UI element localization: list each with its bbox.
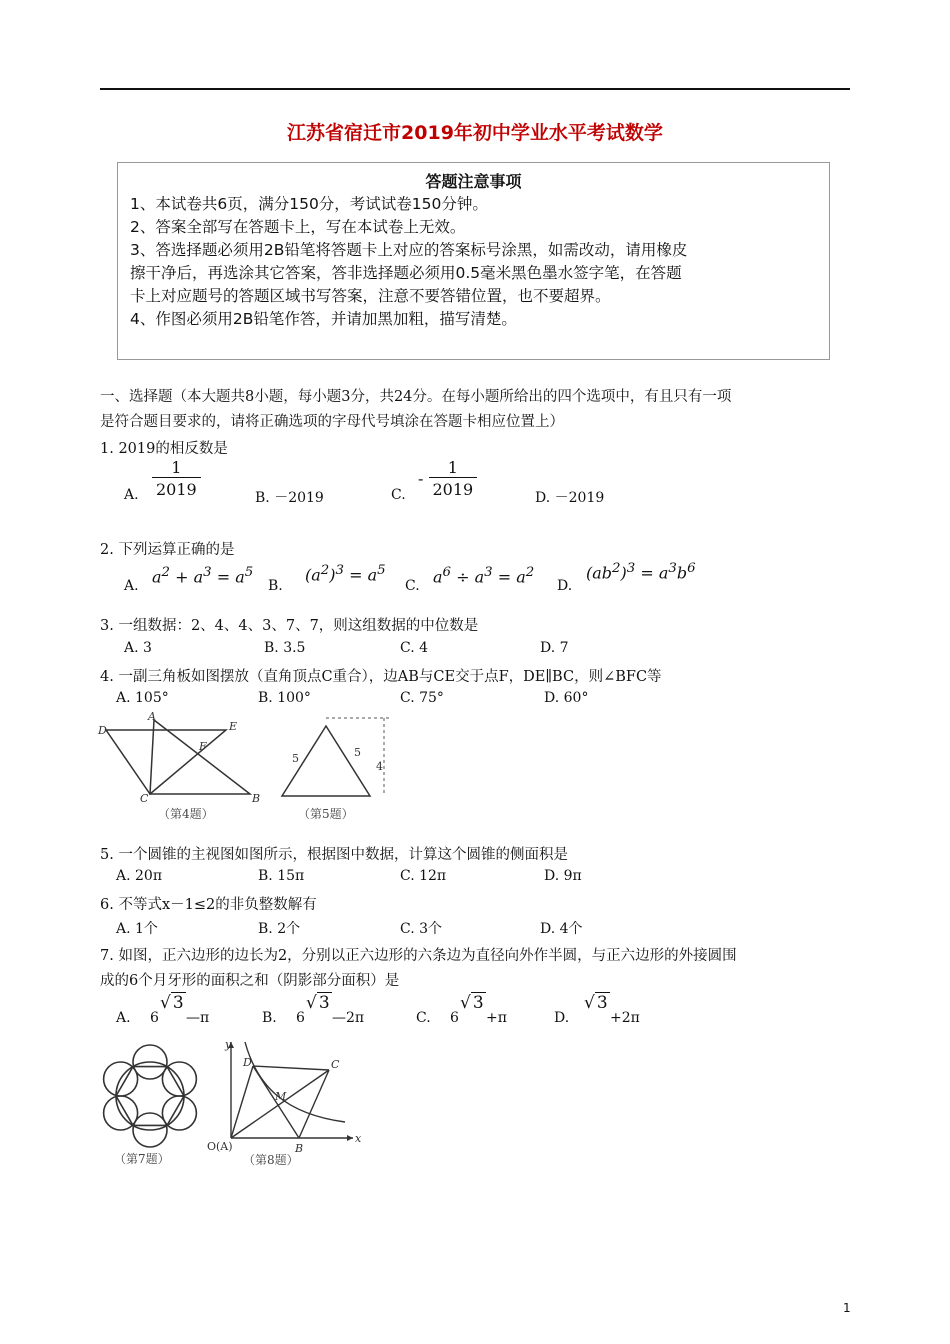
svg-text:5: 5 — [292, 752, 299, 765]
figure-q7 — [98, 1048, 208, 1170]
page-number: 1 — [843, 1301, 851, 1315]
notice-line: 卡上对应题号的答题区域书写答案，注意不要答错位置，也不要超界。 — [130, 287, 611, 305]
q3-option-d: D. 7 — [540, 640, 569, 656]
q1-option-a-label: A. — [124, 487, 139, 503]
sqrt-3: √ 3 — [584, 993, 608, 1013]
q5-option-a: A. 20π — [116, 868, 163, 884]
q7-option-a-tail: —π — [186, 1010, 210, 1026]
q7-option-d-tail: +2π — [610, 1010, 640, 1026]
q6-option-a: A. 1个 — [116, 921, 158, 937]
q6-option-d: D. 4个 — [540, 921, 583, 937]
fraction-numerator: 1 — [447, 458, 458, 477]
q2-option-c-expression: $a^6 \div a^3 = a^2$ — [433, 565, 535, 587]
q7-option-c-label: C. — [416, 1010, 431, 1026]
q4-stem: 4. 一副三角板如图摆放（直角顶点C重合），边AB与CE交于点F，DE∥BC，则∠BFC等 — [100, 669, 662, 685]
notice-box — [117, 162, 830, 360]
fraction-numerator: 1 — [171, 458, 182, 477]
sqrt-3: √ 3 — [160, 993, 184, 1013]
fraction-denominator: 2019 — [429, 477, 478, 499]
q3-stem: 3. 一组数据：2、4、4、3、7、7，则这组数据的中位数是 — [100, 618, 479, 634]
q1-option-c-label: C. — [391, 487, 406, 503]
notice-heading: 答题注意事项 — [425, 172, 522, 191]
q1-option-b: B. －2019 — [255, 490, 324, 506]
q4-option-c: C. 75° — [400, 690, 444, 706]
notice-line: 4、作图必须用2B铅笔作答，并请加黑加粗，描写清楚。 — [130, 310, 517, 328]
q3-option-b: B. 3.5 — [264, 640, 306, 656]
notice-line: 3、答选择题必须用2B铅笔将答题卡上对应的答案标号涂黑，如需改动，请用橡皮 — [130, 241, 688, 259]
svg-text:B: B — [252, 792, 261, 805]
minus-sign: - — [418, 469, 424, 488]
svg-text:5: 5 — [354, 746, 361, 759]
figure-q5 — [272, 712, 402, 827]
radicand: 3 — [172, 993, 184, 1013]
svg-text:B: B — [295, 1142, 304, 1155]
q7-stem-cont: 成的6个月牙形的面积之和（阴影部分面积）是 — [100, 973, 400, 989]
q7-option-b-coefficient: 6 — [296, 1010, 305, 1026]
figure-q4 — [98, 712, 268, 827]
q3-option-c: C. 4 — [400, 640, 429, 656]
page-title: 江苏省宿迁市2019年初中学业水平考试数学 — [287, 122, 663, 144]
svg-text:4: 4 — [376, 760, 383, 773]
notice-line: 擦干净后，再选涂其它答案，答非选择题必须用0.5毫米黑色墨水签字笔，在答题 — [130, 264, 682, 282]
q5-option-b: B. 15π — [258, 868, 305, 884]
section-heading: 一、选择题（本大题共8小题，每小题3分，共24分。在每小题所给出的四个选项中，有且只有一项 — [100, 389, 732, 405]
q2-option-a-label: A. — [124, 578, 139, 594]
figure-caption: （第4题） — [158, 807, 214, 821]
q2-stem: 2. 下列运算正确的是 — [100, 542, 235, 558]
radicand: 3 — [596, 993, 608, 1013]
q7-stem: 7. 如图，正六边形的边长为2，分别以正六边形的六条边为直径向外作半圆，与正六边形的外接圆围 — [100, 948, 737, 964]
q3-option-a: A. 3 — [124, 640, 152, 656]
q2-option-d-expression: $(ab^2)^3 = a^3b^6$ — [586, 561, 696, 583]
radicand: 3 — [472, 993, 484, 1013]
figure-q8 — [205, 1036, 365, 1170]
notice-line: 1、本试卷共6页，满分150分，考试试卷150分钟。 — [130, 195, 488, 213]
q1-option-c-fraction — [418, 458, 477, 499]
svg-text:M: M — [275, 1090, 287, 1103]
q6-option-b: B. 2个 — [258, 921, 301, 937]
q6-option-c: C. 3个 — [400, 921, 443, 937]
svg-text:y: y — [225, 1038, 232, 1051]
q7-option-c-coefficient: 6 — [450, 1010, 459, 1026]
q2-option-d-label: D. — [557, 578, 573, 594]
svg-text:O(A): O(A) — [207, 1140, 233, 1153]
svg-text:C: C — [331, 1058, 340, 1071]
svg-text:x: x — [355, 1132, 362, 1145]
sqrt-3: √ 3 — [306, 993, 330, 1013]
q5-option-c: C. 12π — [400, 868, 447, 884]
svg-text:F: F — [199, 740, 207, 753]
q1-stem: 1. 2019的相反数是 — [100, 441, 228, 457]
fraction-denominator: 2019 — [152, 477, 201, 499]
q7-option-a-label: A. — [116, 1010, 131, 1026]
q4-option-a: A. 105° — [116, 690, 169, 706]
section-heading-cont: 是符合题目要求的，请将正确选项的字母代号填涂在答题卡相应位置上） — [100, 414, 564, 430]
sqrt-3: √ 3 — [460, 993, 484, 1013]
q7-option-b-label: B. — [262, 1010, 277, 1026]
figure-caption: （第5题） — [298, 807, 354, 821]
q2-option-a-expression: $a^2 + a^3 = a^5$ — [152, 565, 254, 587]
q4-option-b: B. 100° — [258, 690, 311, 706]
top-rule — [100, 88, 850, 90]
q7-option-b-tail: —2π — [332, 1010, 365, 1026]
svg-text:C: C — [140, 792, 149, 805]
q1-option-a-fraction — [152, 458, 201, 499]
figure-caption: （第8题） — [243, 1153, 299, 1167]
q1-option-d: D. －2019 — [535, 490, 605, 506]
q4-option-d: D. 60° — [544, 690, 589, 706]
q2-option-b-label: B. — [268, 578, 283, 594]
q5-option-d: D. 9π — [544, 868, 582, 884]
q2-option-b-expression: $(a^2)^3 = a^5$ — [305, 563, 386, 585]
q7-option-d-label: D. — [554, 1010, 570, 1026]
notice-line: 2、答案全部写在答题卡上，写在本试卷上无效。 — [130, 218, 466, 236]
q5-stem: 5. 一个圆锥的主视图如图所示，根据图中数据，计算这个圆锥的侧面积是 — [100, 847, 568, 863]
q7-option-a-coefficient: 6 — [150, 1010, 159, 1026]
q7-option-c-tail: +π — [486, 1010, 507, 1026]
svg-text:E: E — [229, 720, 238, 733]
q6-stem: 6. 不等式x－1≤2的非负整数解有 — [100, 897, 317, 913]
svg-text:D: D — [243, 1056, 252, 1069]
q2-option-c-label: C. — [405, 578, 420, 594]
figure-caption: （第7题） — [114, 1152, 170, 1166]
svg-text:A: A — [148, 710, 156, 723]
svg-text:D: D — [98, 724, 107, 737]
radicand: 3 — [318, 993, 330, 1013]
